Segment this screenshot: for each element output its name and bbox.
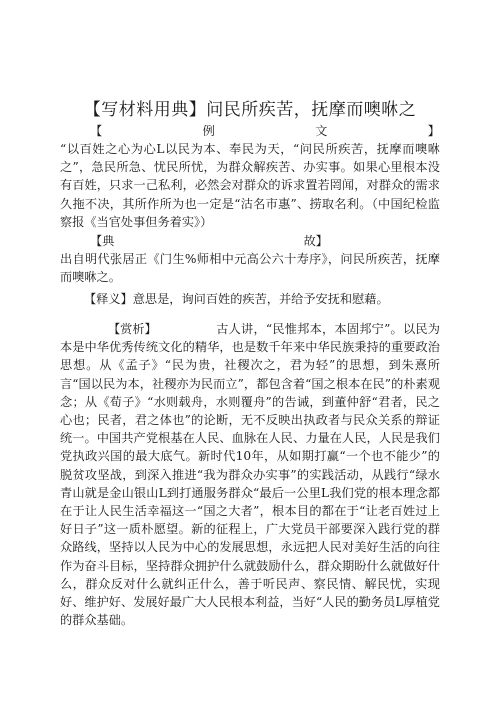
example-heading-char-1: 例 (202, 124, 215, 138)
meaning-paragraph (60, 290, 440, 308)
source-text: 出自明代张居正《门生%师相中元高公六十寿序》，问民所疾苦，抚摩而噢咻之。 (60, 252, 440, 285)
appreciation-paragraph (60, 320, 440, 629)
example-heading-close: 】 (427, 124, 440, 138)
example-section (60, 122, 440, 231)
example-heading-char-2: 文 (315, 124, 328, 138)
example-heading (60, 122, 440, 140)
appreciation-label: 【赏析】 (108, 322, 157, 336)
source-heading-open: 【典 (90, 234, 115, 248)
example-heading-open: 【 (90, 124, 103, 138)
page-title: 【写材料用典】问民所疾苦，抚摩而噢咻之 (83, 100, 417, 120)
meaning-label: 【释义】 (84, 292, 133, 306)
source-heading-close: 故】 (303, 234, 328, 248)
source-heading (60, 232, 440, 250)
source-section (60, 232, 440, 286)
example-text: “以百姓之心为心L以民为本、奉民为天，“问民所疾苦，抚摩而噢咻之”，急民所急、忧民所忧，为群众解疾苦、办实事。如果心里根本没有百姓，只求一己私利，必然会对群众的诉求置若罔闻，对群众的需求久拖不决，其所作所为也一定是“沽名市惠”、捞取名利。（中国纪检监察报《当官处事但务着实》） (60, 142, 440, 229)
meaning-text: 意思是，询问百姓的疾苦，并给予安抚和慰藉。 (132, 292, 389, 306)
appreciation-section (60, 320, 440, 629)
appreciation-text: 古人讲，“民惟邦本，本固邦宁”。以民为本是中华优秀传统文化的精华，也是数千年来中华民族秉持的重要政治思想。从《孟子》“民为贵，社稷次之，君为轻”的思想，到朱熹所言“国以民为本，社稷亦为民而立”，都包含着“国之根本在民”的朴素观念；从《荀子》“水则载舟，水则覆舟”的告诫，到董仲舒“君者，民之心也；民者，君之体也”的论断，无不反映出执政者与民众关系的辩证统一。中国共产党根基在人民、血脉在人民、力量在人民，人民是我们党执政兴国的最大底气。新时代10年，从如期打赢“一个也不能少”的脱贫攻坚战，到深入推进“我为群众办实事”的实践活动，从践行“绿水青山就是金山银山L到打通服务群众“最后一公里L我们党的根本理念都在于让人民生活幸福这一“国之大者”，根本目的都在于“让老百姓过上好日子”这一质朴愿望。新的征程上，广大党员干部要深入践行党的群众路线，坚持以人民为中心的发展思想，永远把人民对美好生活的向往作为奋斗目标，坚持群众拥护什么就鼓励什么，群众期盼什么就做好什么，群众反对什么就纠正什么，善于听民声、察民情、解民忧，实现好、维护好、发展好最广大人民根本利益，当好“人民的勤务员L厚植党的群众基础。 (60, 322, 440, 628)
meaning-section (60, 290, 440, 308)
